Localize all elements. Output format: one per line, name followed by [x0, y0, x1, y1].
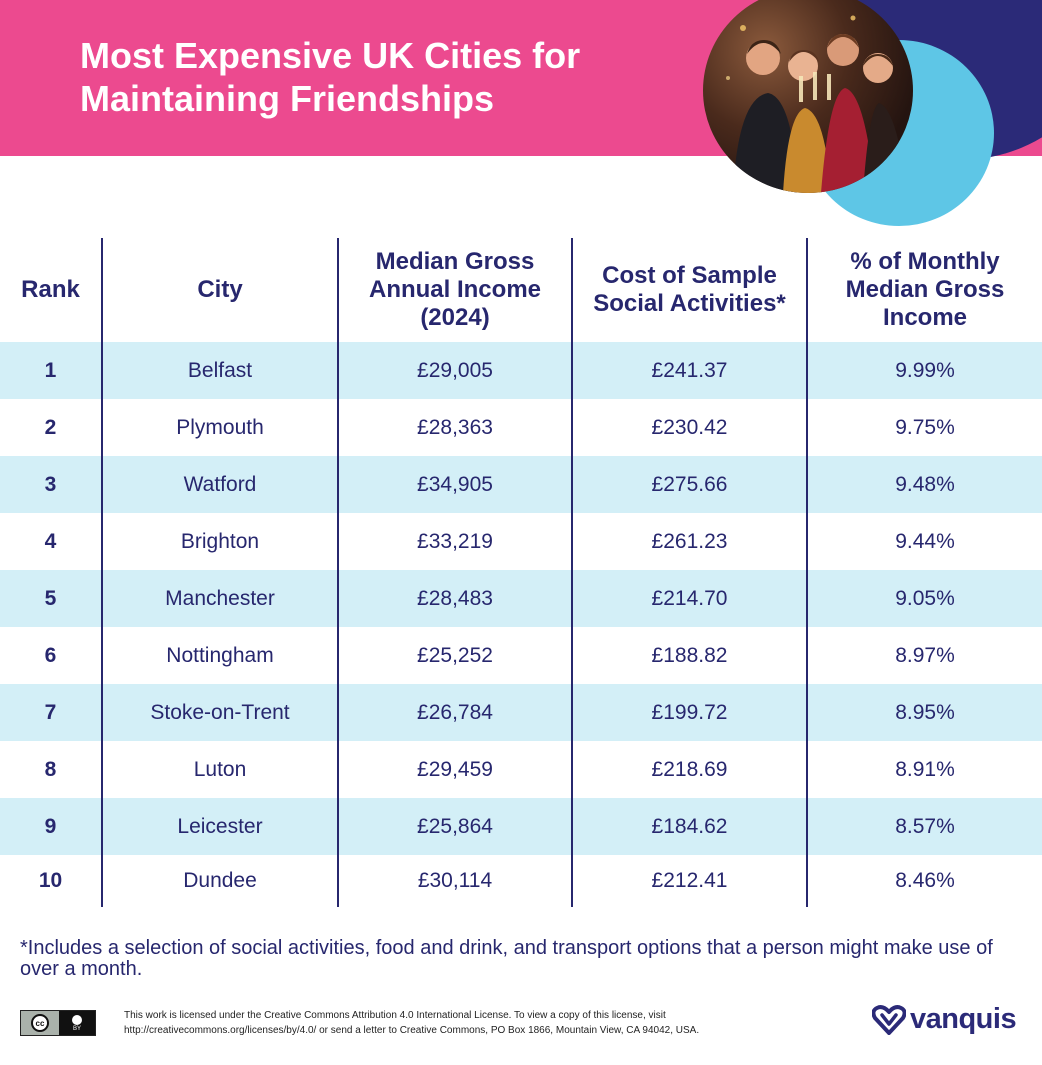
- cell-median-income: £34,905: [338, 456, 572, 513]
- column-header-social-cost: Cost of Sample Social Activities*: [572, 238, 807, 342]
- cell-city: Stoke-on-Trent: [102, 684, 338, 741]
- cell-percent-income: 8.46%: [807, 855, 1042, 907]
- brand-name: vanquis: [910, 1003, 1017, 1035]
- cell-rank: 1: [44, 358, 57, 382]
- cell-percent-income: 8.97%: [807, 627, 1042, 684]
- cell-median-income: £25,864: [338, 798, 572, 855]
- table-row: [0, 855, 1042, 907]
- cell-median-income: £25,252: [338, 627, 572, 684]
- column-header-rank: Rank: [21, 276, 80, 303]
- cell-median-income: £29,005: [338, 342, 572, 399]
- cell-rank: 9: [44, 814, 57, 838]
- cell-social-cost: £188.82: [572, 627, 807, 684]
- cell-median-income: £26,784: [338, 684, 572, 741]
- table-header-row: [0, 238, 1042, 342]
- cell-median-income: £33,219: [338, 513, 572, 570]
- cell-city: Leicester: [102, 798, 338, 855]
- cell-rank: 6: [44, 643, 57, 667]
- cell-city: Belfast: [102, 342, 338, 399]
- cc-label: cc: [31, 1014, 49, 1032]
- table-row: [0, 399, 1042, 456]
- cell-percent-income: 8.57%: [807, 798, 1042, 855]
- title-line-1: Most Expensive UK Cities for: [80, 35, 581, 76]
- cell-percent-income: 9.75%: [807, 399, 1042, 456]
- cell-social-cost: £218.69: [572, 741, 807, 798]
- cell-percent-income: 9.05%: [807, 570, 1042, 627]
- attribution-icon: [59, 1011, 95, 1035]
- table-row: [0, 570, 1042, 627]
- by-label: BY: [72, 1025, 81, 1032]
- person-icon: [72, 1015, 82, 1025]
- cell-rank: 2: [44, 415, 57, 439]
- cell-city: Nottingham: [102, 627, 338, 684]
- cell-social-cost: £241.37: [572, 342, 807, 399]
- cell-median-income: £29,459: [338, 741, 572, 798]
- cell-median-income: £28,483: [338, 570, 572, 627]
- cell-percent-income: 8.91%: [807, 741, 1042, 798]
- cell-percent-income: 9.99%: [807, 342, 1042, 399]
- title-line-2: Maintaining Friendships: [80, 78, 495, 119]
- cell-city: Luton: [102, 741, 338, 798]
- license-text: This work is licensed under the Creative Commons Attribution 4.0 International License. To view a copy of this license, visit http://creativecommons.org/licenses/by/4.0/ or send a letter to Creative Commons, PO Box 1866, Mountain View, CA 94042, USA.: [124, 1010, 700, 1036]
- column-header-city: City: [102, 238, 338, 342]
- cell-social-cost: £230.42: [572, 399, 807, 456]
- cell-social-cost: £261.23: [572, 513, 807, 570]
- cell-rank: 7: [44, 700, 57, 724]
- table-row: [0, 684, 1042, 741]
- table-row: [0, 342, 1042, 399]
- cell-percent-income: 8.95%: [807, 684, 1042, 741]
- table-row: [0, 627, 1042, 684]
- table-row: [0, 513, 1042, 570]
- cc-logo-icon: [21, 1011, 59, 1035]
- cell-social-cost: £275.66: [572, 456, 807, 513]
- cell-city: Brighton: [102, 513, 338, 570]
- cell-social-cost: £184.62: [572, 798, 807, 855]
- cell-rank: 3: [44, 472, 57, 496]
- footnote: *Includes a selection of social activities, food and drink, and transport options that a person might make use of over a month.: [20, 937, 993, 980]
- page-title: [80, 34, 680, 120]
- cell-social-cost: £199.72: [572, 684, 807, 741]
- cell-rank: 8: [44, 757, 57, 781]
- vanquis-logo: [872, 1003, 1016, 1036]
- cell-city: Plymouth: [102, 399, 338, 456]
- cell-rank: 5: [44, 586, 57, 610]
- cell-social-cost: £212.41: [572, 855, 807, 907]
- heart-v-logo-icon: [872, 1005, 906, 1035]
- cell-city: Dundee: [102, 855, 338, 907]
- cell-rank: 4: [44, 529, 57, 553]
- cell-median-income: £28,363: [338, 399, 572, 456]
- cell-rank: 10: [38, 869, 63, 892]
- cell-median-income: £30,114: [338, 855, 572, 907]
- cell-percent-income: 9.48%: [807, 456, 1042, 513]
- cell-social-cost: £214.70: [572, 570, 807, 627]
- cell-city: Manchester: [102, 570, 338, 627]
- table-body: [0, 342, 1042, 907]
- cell-city: Watford: [102, 456, 338, 513]
- column-header-median-income: Median Gross Annual Income (2024): [338, 238, 572, 342]
- column-header-percent-income: % of Monthly Median Gross Income: [807, 238, 1042, 342]
- cell-percent-income: 9.44%: [807, 513, 1042, 570]
- table-row: [0, 456, 1042, 513]
- friendship-cost-table: [0, 238, 1042, 907]
- table-row: [0, 741, 1042, 798]
- creative-commons-badge: [20, 1010, 96, 1036]
- table-row: [0, 798, 1042, 855]
